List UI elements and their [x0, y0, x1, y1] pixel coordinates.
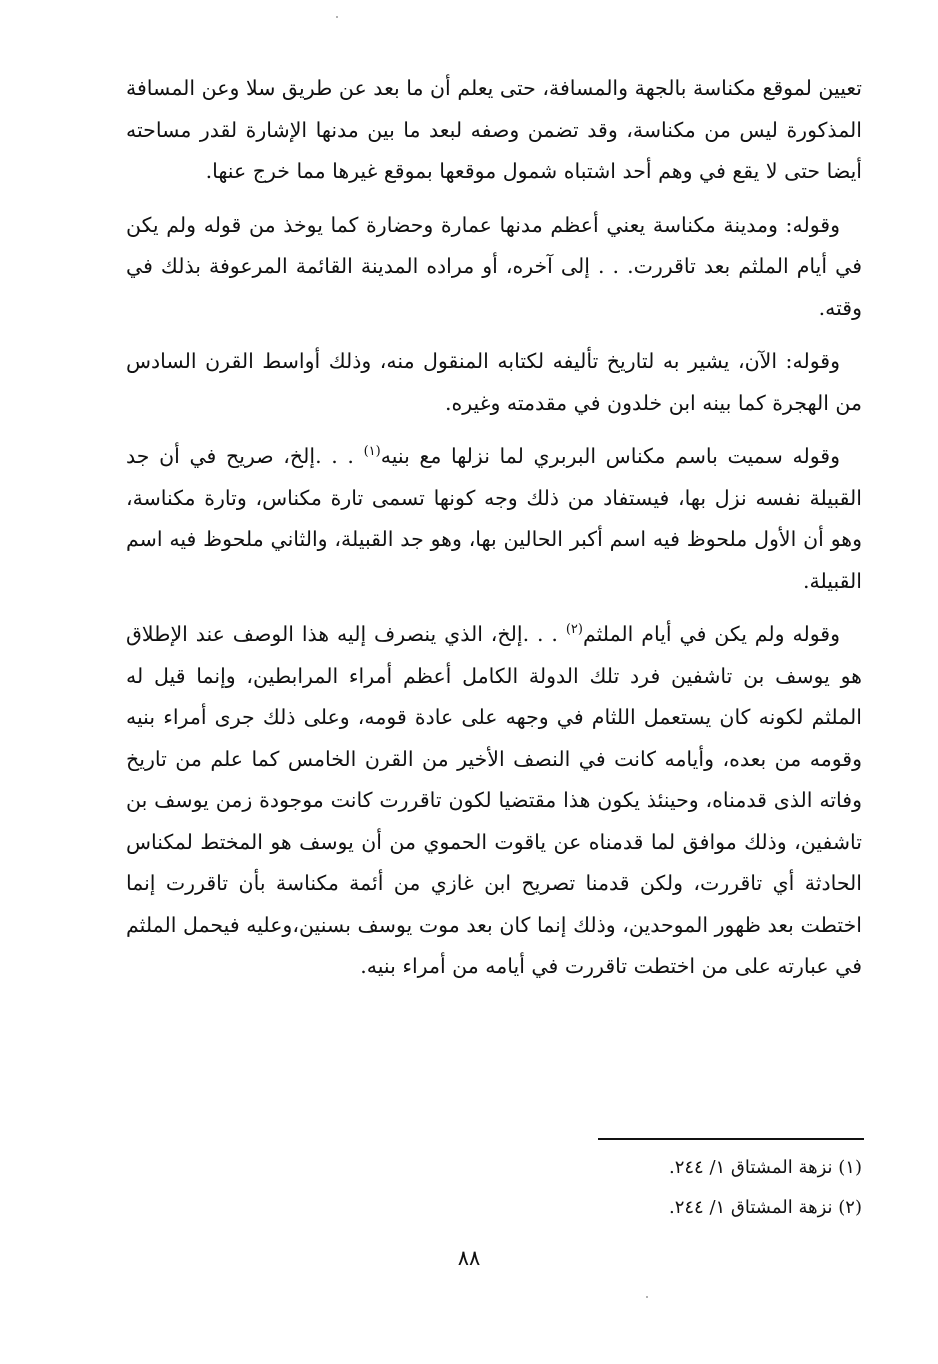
paragraph-2: وقوله: ومدينة مكناسة يعني أعظم مدنها عمارة وحضارة كما يوخذ من قوله ولم يكن في أيام الملثم بعد تاقررت. . . إلى آخره، أو مراده المدينة القائمة المرعوفة بذلك في وقته. — [126, 212, 862, 320]
paragraph-5-text-end: . . .إلخ، الذي ينصرف إليه هذا الوصف عند الإطلاق هو يوسف بن تاشفين فرد تلك الدولة الكامل أعظم أمراء المرابطين، وإنما قيل له الملثم لكونه كان يستعمل اللثام في وجهه على عادة قومه، وعلى ذلك جرى أمراء بنيه وقومه من بعده، وأيامه كانت في النصف الأخير من القرن الخامس كما علم من تاريخ وفاته الذى قدمناه، وحينئذ يكون هذا مقتضيا لكون تاقررت كانت موجودة زمن يوسف بن تاشفين، وذلك موافق لما قدمناه عن ياقوت الحموي من أن يوسف هو المختط لمكناس الحادثة أي تاقررت، ولكن قدمنا تصريح ابن غازي من أئمة مكناسة بأن تاقررت إنما اختطت بعد ظهور الموحدين، وذلك إنما كان بعد موت يوسف بسنين،وعليه فيحمل الملثم في عبارته على من اختطت تاقررت في أيامه من أمراء بنيه. — [126, 622, 862, 978]
paragraph-5-text-start: وقوله ولم يكن في أيام الملثم — [582, 622, 840, 646]
page-number: ٨٨ — [457, 1246, 481, 1270]
footnote-1: (١) نزهة المشتاق ١/ ٢٤٤. — [668, 1157, 862, 1178]
paragraph-4 — [126, 436, 862, 602]
footnote-2: (٢) نزهة المشتاق ١/ ٢٤٤. — [668, 1197, 862, 1218]
paragraph-4-text-end: . . .إلخ، صريح في أن جد القبيلة نفسه نزل بها، فيستفاد من ذلك وجه كونها تسمى تارة مكناس، وتارة مكناسة، وهو أن الأول ملحوظ فيه اسم أكبر الحالين بها، وهو جد القبيلة، والثاني ملحوظ فيه اسم القبيلة. — [126, 444, 862, 593]
footnote-divider — [598, 1138, 864, 1140]
footnote-mark-1: (١) — [363, 444, 381, 460]
scan-speck — [336, 16, 338, 18]
paragraph-3: وقوله: الآن، يشير به لتاريخ تأليفه لكتابه المنقول منه، وذلك أواسط القرن السادس من الهجرة كما بينه ابن خلدون في مقدمته وغيره. — [126, 349, 862, 415]
scan-speck — [646, 1296, 648, 1298]
paragraph-1: تعيين لموقع مكناسة بالجهة والمسافة، حتى يعلم أن ما بعد عن طريق سلا وعن المسافة المذكورة ليس من مكناسة، وقد تضمن وصفه لبعد ما بين مدنها الإشارة لقدر مساحته أيضا حتى لا يقع في وهم أحد اشتباه شمول موقعها بموقع غيرها مما خرج عنها. — [126, 76, 862, 183]
paragraph-4-text-start: وقوله سميت باسم مكناس البربري لما نزلها مع بنيه — [380, 444, 840, 468]
main-text — [126, 68, 862, 1000]
footnotes — [400, 1148, 862, 1228]
footnote-mark-2: (٢) — [565, 622, 583, 638]
paragraph-5 — [126, 614, 862, 988]
